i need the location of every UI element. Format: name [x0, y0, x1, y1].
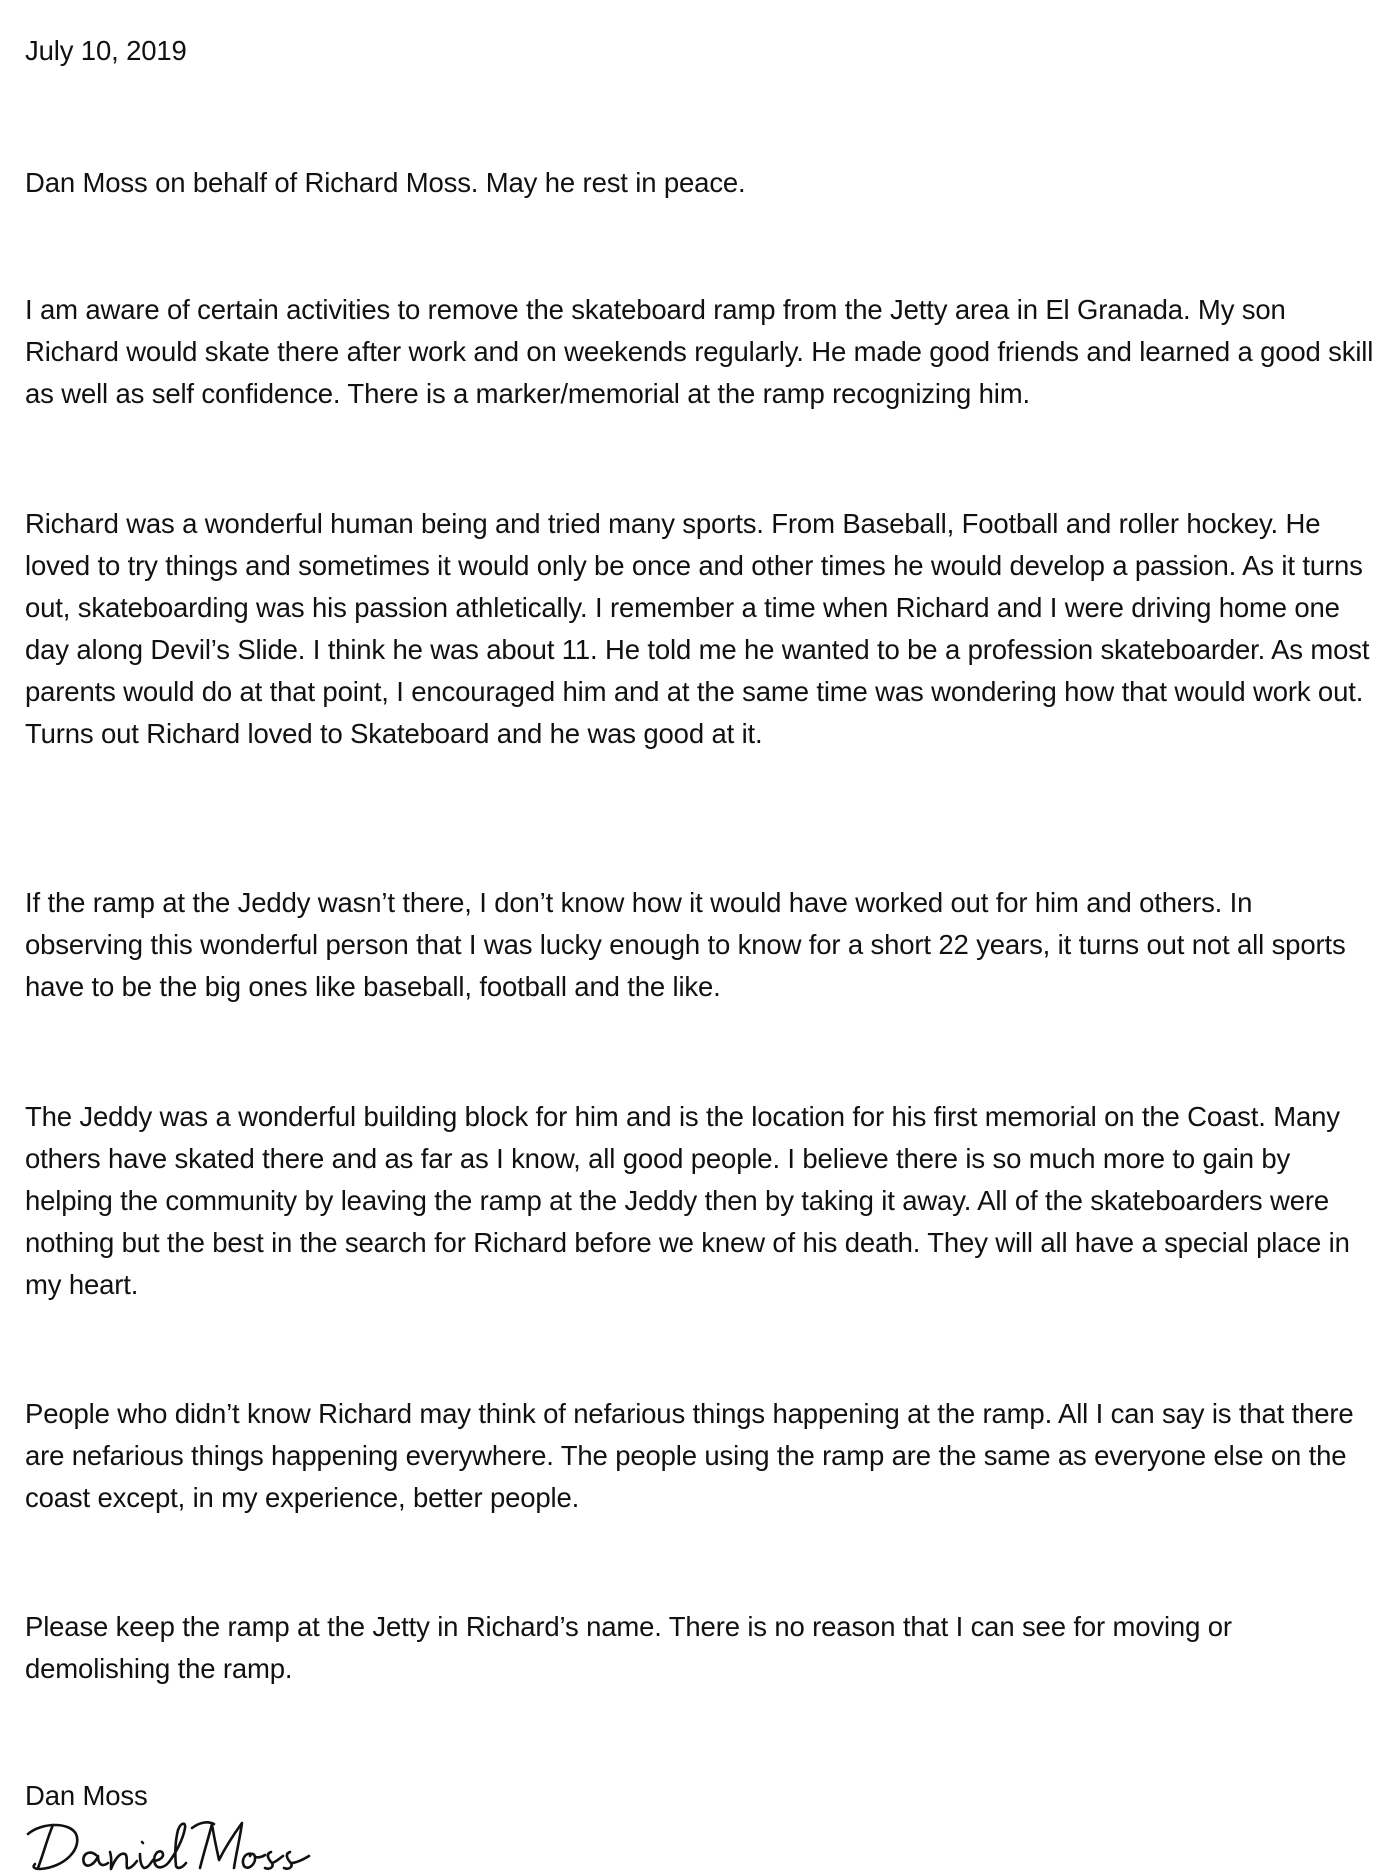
handwritten-signature — [24, 1816, 314, 1874]
letter-paragraph: I am aware of certain activities to remove the skateboard ramp from the Jetty area in El Granada. My son Richard would skate there after work and on weekends regularly. He made good friends and learned a good skill as well as self confidence. There is a marker/memorial at the ramp recognizing him. — [25, 294, 1374, 409]
letter-paragraph: People who didn’t know Richard may think of nefarious things happening at the ramp. All I can say is that there are nefarious things happening everywhere. The people using the ramp are the same as everyone else on the coast except, in my experience, better people. — [25, 1398, 1354, 1513]
letter-paragraph: Please keep the ramp at the Jetty in Richard’s name. There is no reason that I can see for moving or demolishing the ramp. — [25, 1611, 1232, 1684]
letter-paragraph: Richard was a wonderful human being and tried many sports. From Baseball, Football and roller hockey. He loved to try things and sometimes it would only be once and other times he would develop a passion. As it turns out, skateboarding was his passion athletically. I remember a time when Richard and I were driving home one day along Devil’s Slide. I think he was about 11. He told me he wanted to be a profession skateboarder. As most parents would do at that point, I encouraged him and at the same time was wondering how that would work out. Turns out Richard loved to Skateboard and he was good at it. — [25, 508, 1370, 749]
letter-paragraph: If the ramp at the Jeddy wasn’t there, I don’t know how it would have worked out for him and others. In observing this wonderful person that I was lucky enough to know for a short 22 years, it turns out not all sports have to be the big ones like baseball, football and the like. — [25, 887, 1346, 1002]
closing-name: Dan Moss — [25, 1780, 148, 1811]
letter-date: July 10, 2019 — [25, 35, 187, 66]
behalf-line: Dan Moss on behalf of Richard Moss. May he rest in peace. — [25, 167, 746, 198]
letter-paragraph: The Jeddy was a wonderful building block for him and is the location for his first memorial on the Coast. Many others have skated there and as far as I know, all good people. I believe there is so much more to gain by helping the community by leaving the ramp at the Jeddy then by taking it away. All of the skateboarders were nothing but the best in the search for Richard before we knew of his death. They will all have a special place in my heart. — [25, 1101, 1350, 1300]
